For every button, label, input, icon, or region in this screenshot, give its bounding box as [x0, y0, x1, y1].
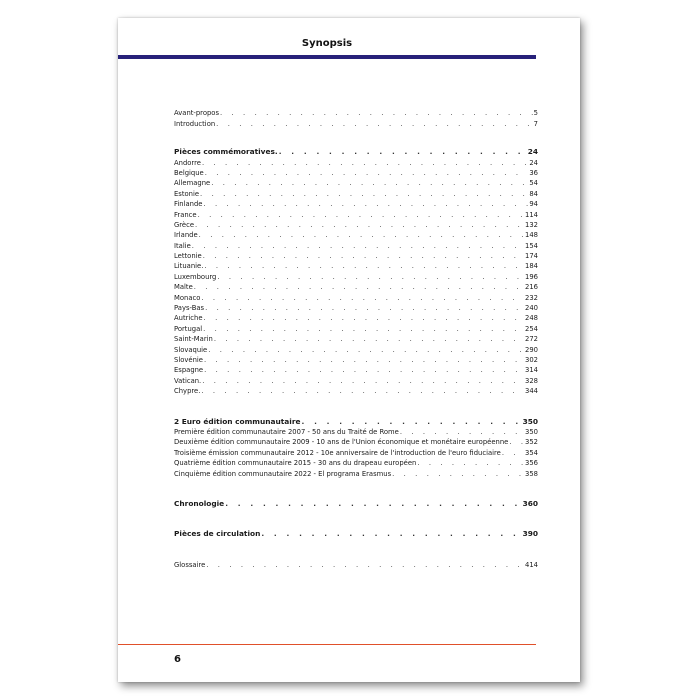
toc-entry-label: Saint-Marin: [174, 335, 213, 344]
toc-entry[interactable]: [174, 220, 538, 230]
toc-entry-page: 350: [525, 427, 538, 436]
toc-entry[interactable]: [174, 323, 538, 333]
leader-dots: [417, 458, 524, 468]
toc-entry-label: Luxembourg: [174, 272, 217, 281]
toc-entry[interactable]: [174, 199, 538, 209]
page-title: Synopsis: [301, 38, 353, 49]
toc-entry[interactable]: [174, 427, 538, 437]
toc-entry-page: 7: [533, 119, 538, 128]
leader-dots: [220, 108, 533, 118]
toc-entry-glossaire[interactable]: [174, 559, 538, 569]
toc-entry-label: Quatrième édition communautaire 2015 - 30 ans du drapeau européen: [174, 459, 417, 468]
toc-entry-page: 84: [529, 189, 538, 198]
toc-entry-page: 358: [525, 469, 538, 478]
toc-entry-page: 314: [525, 366, 538, 375]
toc-heading-circulation[interactable]: [174, 529, 538, 539]
toc-entry-label: Pays-Bas: [174, 304, 205, 313]
toc-entry[interactable]: [174, 261, 538, 271]
leader-dots: [192, 241, 524, 251]
toc-entry-page: 94: [529, 200, 538, 209]
toc-entry-page: 272: [525, 335, 538, 344]
leader-dots: [206, 560, 524, 570]
toc-entry[interactable]: [174, 313, 538, 323]
toc-entry-page: 414: [525, 560, 538, 569]
leader-dots: [208, 345, 524, 355]
toc-entry-label: Troisième émission communautaire 2012 - 10e anniversaire de l'introduction de l'euro fiduciaire: [174, 448, 501, 457]
toc-communautaire-list: [174, 427, 538, 479]
leader-dots: [205, 303, 524, 313]
header-rule: [118, 55, 536, 59]
toc-entry-page: 344: [525, 387, 538, 396]
toc-entry-page: 148: [525, 231, 538, 240]
toc-entry[interactable]: [174, 334, 538, 344]
toc-entry[interactable]: [174, 178, 538, 188]
toc-heading-page: 390: [522, 529, 538, 539]
toc-entry[interactable]: [174, 344, 538, 354]
toc-commemoratives-list: [174, 157, 538, 396]
toc-entry-page: 240: [525, 304, 538, 313]
toc-entry-page: 132: [525, 220, 538, 229]
leader-dots: [204, 365, 524, 375]
leader-dots: [199, 230, 524, 240]
toc-entry[interactable]: [174, 386, 538, 396]
toc-entry[interactable]: [174, 303, 538, 313]
toc-entry-page: 196: [525, 272, 538, 281]
toc-entry-label: Finlande: [174, 200, 203, 209]
toc-entry[interactable]: [174, 458, 538, 468]
leader-dots: [203, 251, 524, 261]
leader-dots: [200, 189, 528, 199]
toc-entry-label: Première édition communautaire 2007 - 50 ans du Traité de Rome: [174, 427, 399, 436]
toc-entry-page: 24: [529, 158, 538, 167]
document-page: [118, 18, 580, 682]
leader-dots: [203, 324, 524, 334]
toc-entry-page: 154: [525, 241, 538, 250]
toc-entry-label: Avant-propos: [174, 109, 219, 118]
toc-entry[interactable]: [174, 209, 538, 219]
leader-dots: [217, 272, 524, 282]
toc-entry-page: 302: [525, 355, 538, 364]
toc-entry[interactable]: [174, 230, 538, 240]
leader-dots: [202, 376, 524, 386]
toc-entry-page: 216: [525, 283, 538, 292]
leader-dots: [400, 427, 524, 437]
toc-entry-label: Portugal: [174, 324, 203, 333]
toc-communautaire-section: [174, 416, 538, 478]
toc-entry-label: Lettonie: [174, 252, 202, 261]
toc-entry-label: Italie: [174, 241, 191, 250]
toc-entry[interactable]: [174, 292, 538, 302]
toc-entry-page: 5: [533, 109, 538, 118]
leader-dots: [194, 282, 524, 292]
toc-entry-label: Autriche: [174, 314, 203, 323]
toc-entry[interactable]: [174, 437, 538, 447]
toc-entry-page: 328: [525, 376, 538, 385]
toc-entry-page: 54: [529, 179, 538, 188]
toc-entry-page: 184: [525, 262, 538, 271]
leader-dots: [201, 386, 524, 396]
toc-entry-page: 354: [525, 448, 538, 457]
leader-dots: [301, 417, 521, 427]
toc-entry-label: Slovaquie: [174, 345, 208, 354]
toc-entry-page: 356: [525, 459, 538, 468]
toc-entry-label: Cinquième édition communautaire 2022 - El programa Erasmus: [174, 469, 392, 478]
toc-entry-page: 114: [525, 210, 538, 219]
toc-heading-commemoratives[interactable]: [174, 147, 538, 157]
toc-entry[interactable]: [174, 468, 538, 478]
toc-heading-page: 24: [527, 147, 538, 157]
leader-dots: [279, 147, 527, 157]
leader-dots: [205, 168, 529, 178]
toc-entry-label: Estonie: [174, 189, 200, 198]
leader-dots: [214, 334, 524, 344]
leader-dots: [502, 448, 524, 458]
toc-heading-page: 360: [522, 498, 538, 508]
toc-entry-label: Deuxième édition communautaire 2009 - 10 ans de l'Union économique et monétaire européenne: [174, 438, 509, 447]
toc-intro-section: [174, 108, 538, 129]
toc-entry[interactable]: [174, 251, 538, 261]
toc-entry-label: Belgique: [174, 168, 204, 177]
toc-entry-label: Espagne: [174, 366, 204, 375]
toc-entry-page: 174: [525, 252, 538, 261]
toc-entry-label: Vatican.: [174, 376, 202, 385]
toc-entry[interactable]: [174, 282, 538, 292]
toc-entry-label: France: [174, 210, 197, 219]
table-of-contents: [174, 108, 538, 570]
toc-entry-label: Introduction: [174, 119, 216, 128]
leader-dots: [216, 119, 533, 129]
toc-entry-label: Malte: [174, 283, 193, 292]
toc-commemoratives-section: [174, 147, 538, 396]
leader-dots: [204, 313, 524, 323]
toc-entry-label: Slovénie: [174, 355, 203, 364]
toc-entry-label: Lituanie.: [174, 262, 204, 271]
toc-heading-communautaire[interactable]: [174, 416, 538, 426]
leader-dots: [204, 261, 524, 271]
toc-entry[interactable]: [174, 240, 538, 250]
leader-dots: [211, 178, 528, 188]
leader-dots: [261, 529, 521, 539]
toc-heading-label: Chronologie: [174, 498, 225, 508]
leader-dots: [202, 158, 528, 168]
leader-dots: [204, 355, 524, 365]
page-number: 6: [174, 654, 181, 665]
toc-entry-label: Chypre.: [174, 387, 201, 396]
leader-dots: [509, 437, 524, 447]
leader-dots: [392, 469, 524, 479]
toc-entry-label: Allemagne: [174, 179, 211, 188]
toc-heading-label: 2 Euro édition communautaire: [174, 416, 301, 426]
toc-heading-chronologie[interactable]: [174, 499, 538, 509]
toc-entry[interactable]: [174, 375, 538, 385]
toc-heading-label: Pièces de circulation: [174, 529, 261, 539]
toc-entry-page: 232: [525, 293, 538, 302]
toc-heading-label: Pièces commémoratives.: [174, 147, 278, 157]
toc-entry-label: Irlande: [174, 231, 198, 240]
toc-entry-label: Monaco: [174, 293, 201, 302]
toc-entry-page: 290: [525, 345, 538, 354]
toc-entry[interactable]: [174, 271, 538, 281]
toc-entry-page: 254: [525, 324, 538, 333]
footer-rule: [118, 644, 536, 645]
toc-heading-page: 350: [522, 416, 538, 426]
toc-entry-page: 248: [525, 314, 538, 323]
toc-entry[interactable]: [174, 157, 538, 167]
toc-entry-introduction[interactable]: [174, 118, 538, 128]
leader-dots: [195, 220, 524, 230]
leader-dots: [225, 499, 521, 509]
toc-entry-page: 36: [529, 168, 538, 177]
toc-entry-label: Grèce: [174, 220, 195, 229]
toc-entry[interactable]: [174, 447, 538, 457]
leader-dots: [201, 293, 524, 303]
toc-entry-label: Andorre: [174, 158, 201, 167]
leader-dots: [203, 199, 528, 209]
toc-entry[interactable]: [174, 365, 538, 375]
toc-entry[interactable]: [174, 188, 538, 198]
toc-entry-page: 352: [525, 438, 538, 447]
toc-entry[interactable]: [174, 168, 538, 178]
leader-dots: [198, 210, 524, 220]
toc-entry-label: Glossaire: [174, 560, 206, 569]
toc-entry[interactable]: [174, 355, 538, 365]
toc-entry-avant-propos[interactable]: [174, 108, 538, 118]
